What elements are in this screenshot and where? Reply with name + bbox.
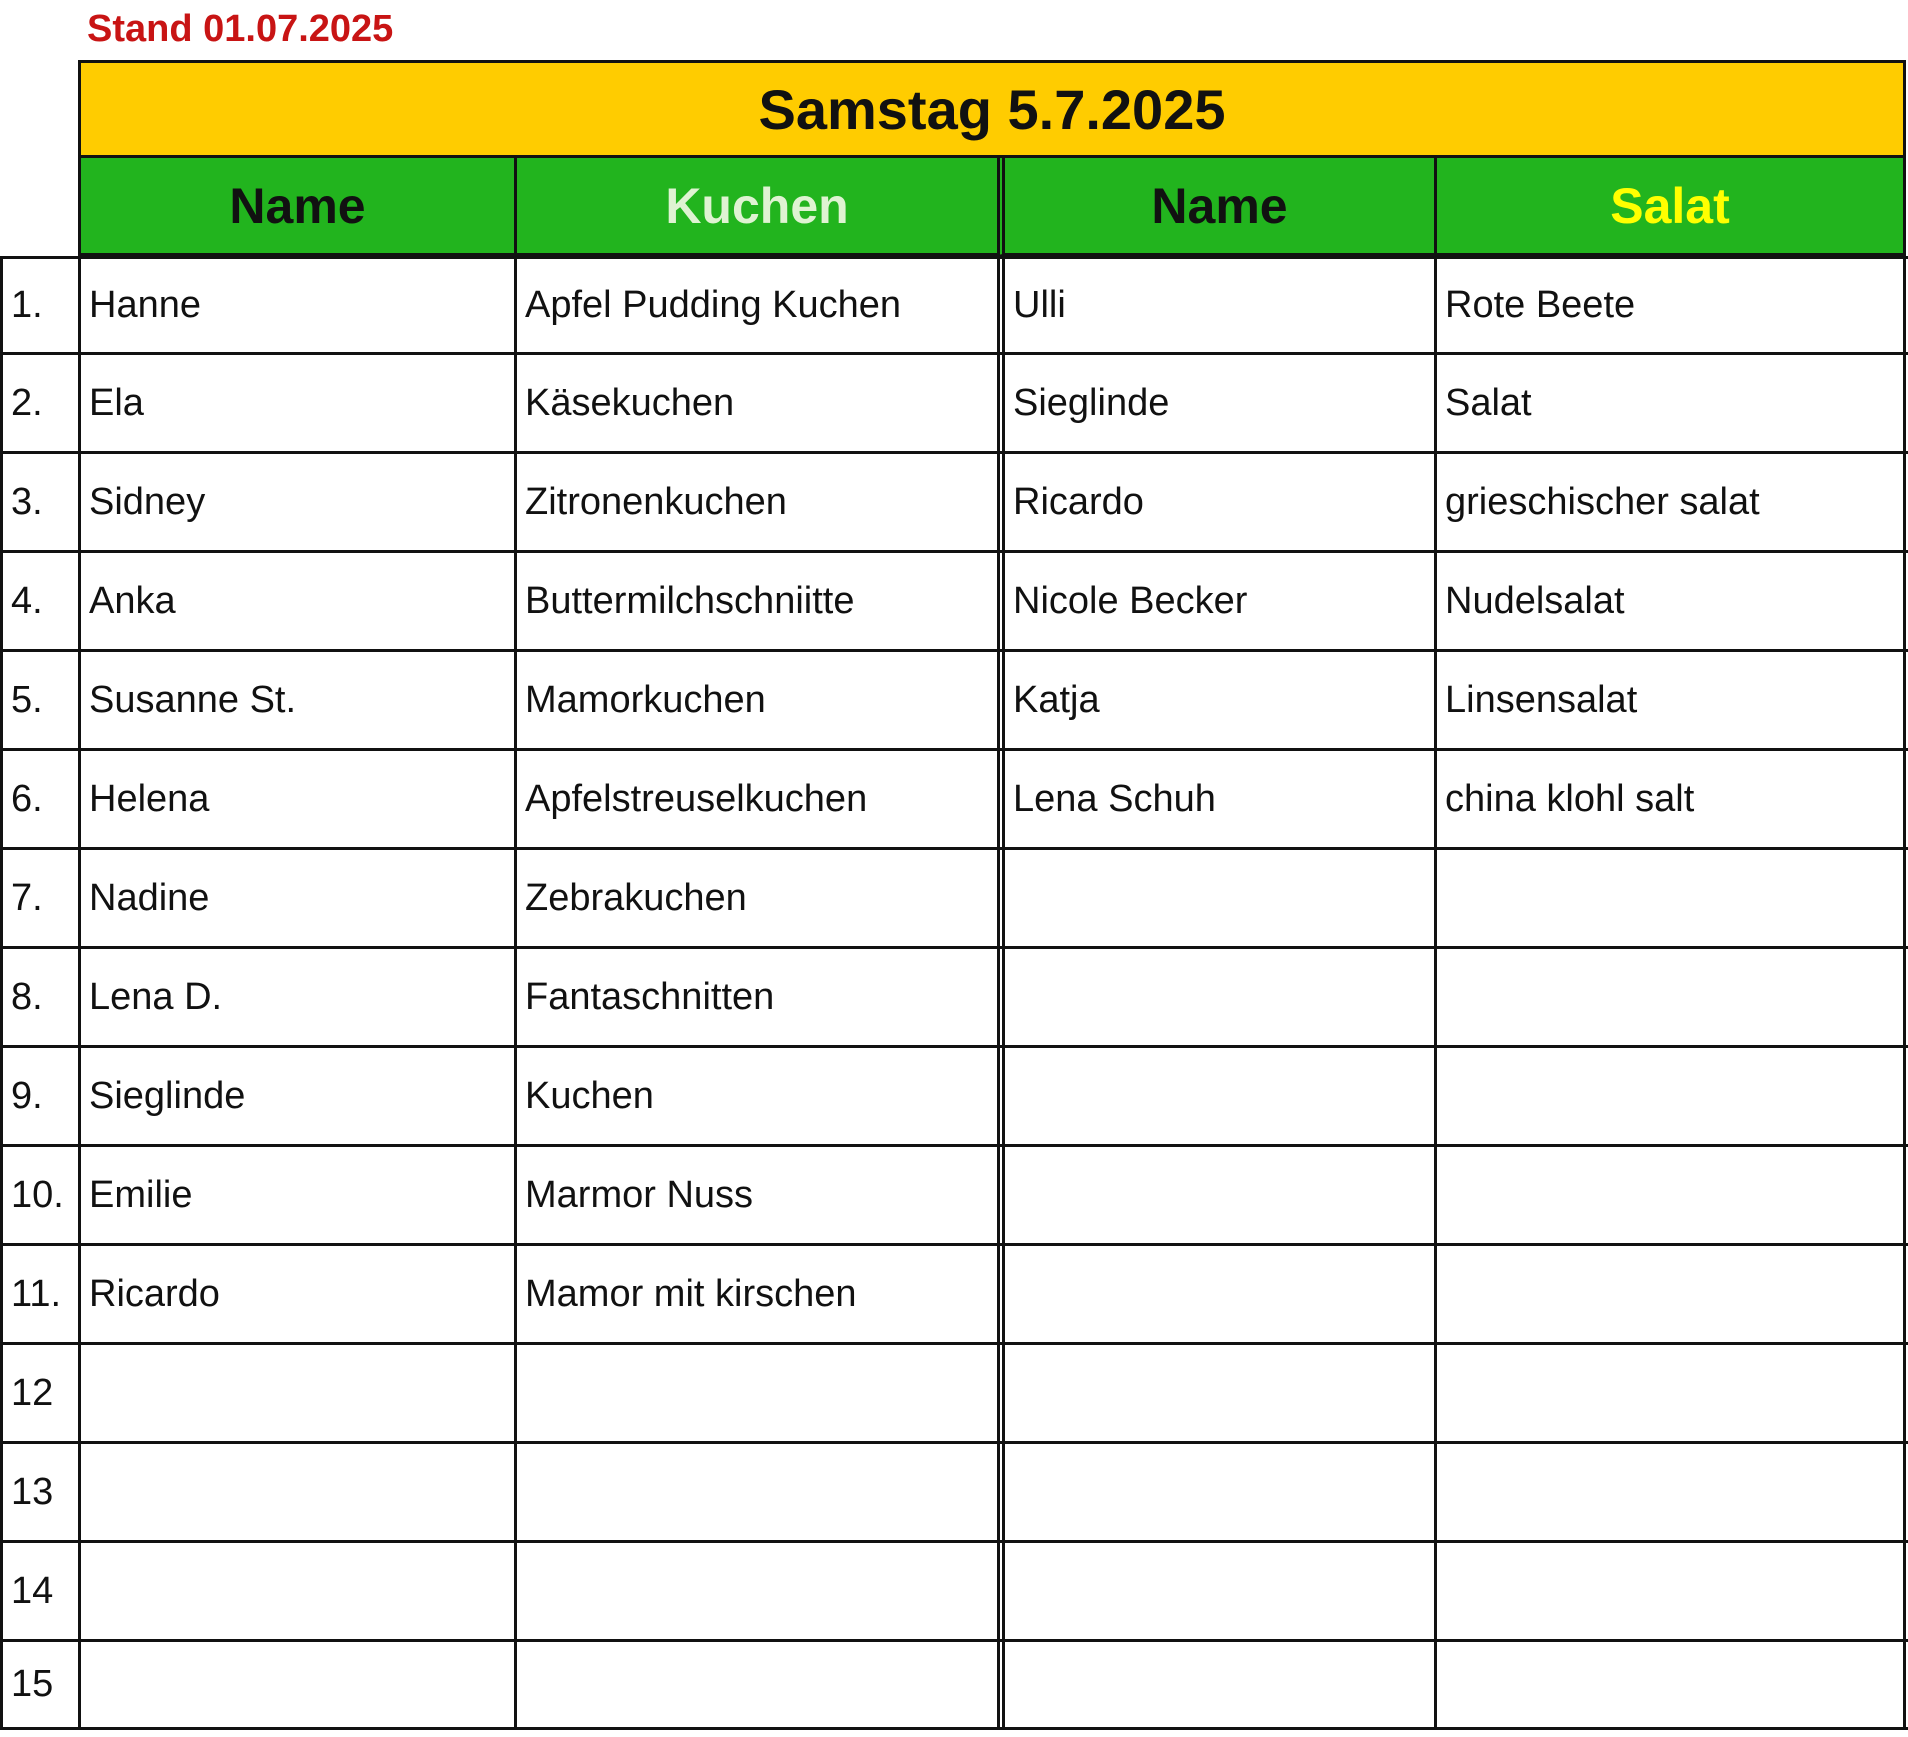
kuchen-cell[interactable]: Apfelstreuselkuchen: [514, 751, 997, 847]
row-number[interactable]: 7.: [0, 850, 78, 946]
salat-cell[interactable]: [1434, 1147, 1906, 1243]
kuchen-cell[interactable]: Apfel Pudding Kuchen: [514, 259, 997, 352]
salat-cell[interactable]: [1434, 1642, 1906, 1727]
kuchen-person-cell[interactable]: Hanne: [78, 259, 514, 352]
kuchen-person-cell[interactable]: Nadine: [78, 850, 514, 946]
salat-person-cell[interactable]: [997, 1444, 1434, 1540]
row-number[interactable]: 5.: [0, 652, 78, 748]
table-row: [0, 355, 1908, 454]
kuchen-cell[interactable]: Mamor mit kirschen: [514, 1246, 997, 1342]
table-row: [0, 1543, 1908, 1642]
kuchen-cell[interactable]: Buttermilchschniitte: [514, 553, 997, 649]
table-row: [0, 850, 1908, 949]
salat-person-cell[interactable]: Lena Schuh: [997, 751, 1434, 847]
row-number[interactable]: 14: [0, 1543, 78, 1639]
salat-person-cell[interactable]: Nicole Becker: [997, 553, 1434, 649]
salat-cell[interactable]: Linsensalat: [1434, 652, 1906, 748]
salat-cell[interactable]: [1434, 1543, 1906, 1639]
salat-person-cell[interactable]: [997, 1345, 1434, 1441]
row-number[interactable]: 3.: [0, 454, 78, 550]
kuchen-cell[interactable]: Kuchen: [514, 1048, 997, 1144]
salat-person-cell[interactable]: [997, 1147, 1434, 1243]
kuchen-person-cell[interactable]: Ela: [78, 355, 514, 451]
salat-cell[interactable]: [1434, 850, 1906, 946]
salat-cell[interactable]: [1434, 1345, 1906, 1441]
table-row: [0, 751, 1908, 850]
kuchen-cell[interactable]: [514, 1345, 997, 1441]
row-number[interactable]: 1.: [0, 259, 78, 352]
salat-cell[interactable]: china klohl salt: [1434, 751, 1906, 847]
kuchen-person-cell[interactable]: [78, 1444, 514, 1540]
spreadsheet: [0, 60, 1908, 1737]
kuchen-person-cell[interactable]: [78, 1345, 514, 1441]
kuchen-person-cell[interactable]: Lena D.: [78, 949, 514, 1045]
table-row: [0, 949, 1908, 1048]
salat-person-cell[interactable]: [997, 1543, 1434, 1639]
kuchen-cell[interactable]: [514, 1543, 997, 1639]
salat-person-cell[interactable]: [997, 1642, 1434, 1727]
header-salat: Salat: [1434, 158, 1906, 256]
row-number[interactable]: 6.: [0, 751, 78, 847]
row-number[interactable]: 2.: [0, 355, 78, 451]
header-kuchen: Kuchen: [514, 158, 997, 256]
salat-cell[interactable]: Nudelsalat: [1434, 553, 1906, 649]
kuchen-cell[interactable]: [514, 1642, 997, 1727]
table-row: [0, 1246, 1908, 1345]
row-number[interactable]: 11.: [0, 1246, 78, 1342]
row-number[interactable]: 4.: [0, 553, 78, 649]
kuchen-person-cell[interactable]: Helena: [78, 751, 514, 847]
table-row: [0, 256, 1908, 355]
row-number[interactable]: 8.: [0, 949, 78, 1045]
row-number[interactable]: 12: [0, 1345, 78, 1441]
salat-cell[interactable]: Rote Beete: [1434, 259, 1906, 352]
kuchen-person-cell[interactable]: Ricardo: [78, 1246, 514, 1342]
salat-person-cell[interactable]: Katja: [997, 652, 1434, 748]
table-row: [0, 1642, 1908, 1730]
salat-person-cell[interactable]: [997, 1246, 1434, 1342]
kuchen-person-cell[interactable]: Sidney: [78, 454, 514, 550]
salat-person-cell[interactable]: Sieglinde: [997, 355, 1434, 451]
salat-person-cell[interactable]: [997, 1048, 1434, 1144]
salat-person-cell[interactable]: [997, 949, 1434, 1045]
kuchen-person-cell[interactable]: Sieglinde: [78, 1048, 514, 1144]
table-row: [0, 1345, 1908, 1444]
salat-cell[interactable]: [1434, 1246, 1906, 1342]
salat-person-cell[interactable]: Ricardo: [997, 454, 1434, 550]
table-row: [0, 454, 1908, 553]
kuchen-cell[interactable]: Zebrakuchen: [514, 850, 997, 946]
header-name-kuchen: Name: [78, 158, 514, 256]
row-number[interactable]: 9.: [0, 1048, 78, 1144]
salat-cell[interactable]: [1434, 949, 1906, 1045]
salat-person-cell[interactable]: Ulli: [997, 259, 1434, 352]
table-row: [0, 1048, 1908, 1147]
kuchen-person-cell[interactable]: Susanne St.: [78, 652, 514, 748]
kuchen-cell[interactable]: Marmor Nuss: [514, 1147, 997, 1243]
table-row: [0, 652, 1908, 751]
kuchen-cell[interactable]: Mamorkuchen: [514, 652, 997, 748]
row-number[interactable]: 15: [0, 1642, 78, 1727]
kuchen-cell[interactable]: [514, 1444, 997, 1540]
salat-cell[interactable]: grieschischer salat: [1434, 454, 1906, 550]
kuchen-person-cell[interactable]: Emilie: [78, 1147, 514, 1243]
kuchen-cell[interactable]: Käsekuchen: [514, 355, 997, 451]
kuchen-person-cell[interactable]: [78, 1543, 514, 1639]
salat-cell[interactable]: [1434, 1444, 1906, 1540]
header-name-salat: Name: [997, 158, 1434, 256]
salat-person-cell[interactable]: [997, 850, 1434, 946]
sheet-title: Samstag 5.7.2025: [78, 60, 1906, 158]
stand-date: Stand 01.07.2025: [87, 8, 394, 50]
table-row: [0, 1147, 1908, 1246]
row-number[interactable]: 10.: [0, 1147, 78, 1243]
kuchen-cell[interactable]: Zitronenkuchen: [514, 454, 997, 550]
salat-cell[interactable]: Salat: [1434, 355, 1906, 451]
table-row: [0, 553, 1908, 652]
kuchen-person-cell[interactable]: [78, 1642, 514, 1727]
row-number[interactable]: 13: [0, 1444, 78, 1540]
kuchen-person-cell[interactable]: Anka: [78, 553, 514, 649]
salat-cell[interactable]: [1434, 1048, 1906, 1144]
table-row: [0, 1444, 1908, 1543]
kuchen-cell[interactable]: Fantaschnitten: [514, 949, 997, 1045]
